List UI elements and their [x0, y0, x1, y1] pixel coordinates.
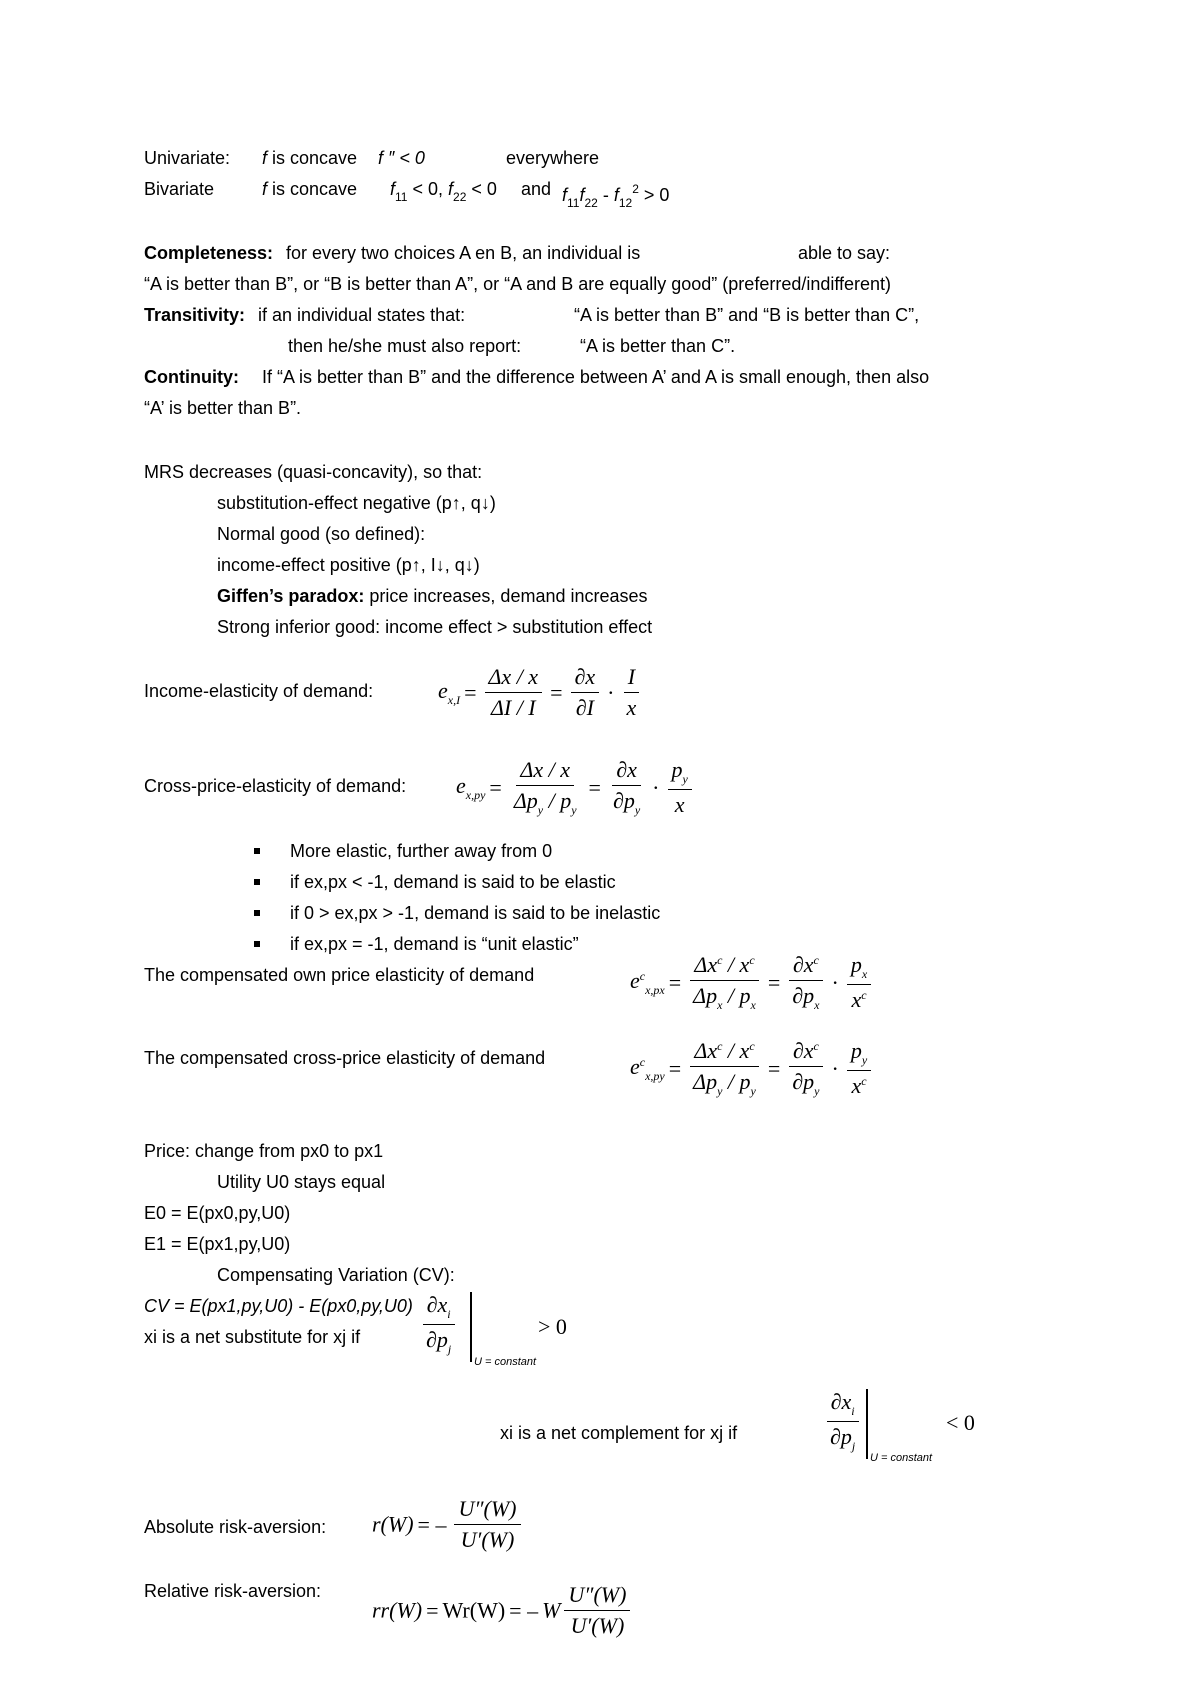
bivariate-concave: f is concave [262, 179, 358, 199]
mrs-heading: MRS decreases (quasi-concavity), so that: [144, 462, 483, 482]
bullet-marker [254, 941, 260, 947]
u-constant-label: U = constant [474, 1356, 537, 1368]
u-constant-label: U = constant [870, 1452, 933, 1464]
continuity-text: If “A is better than B” and the difference between A’ and A is small enough, then also [262, 367, 930, 387]
bivariate-condition-2: $f_{11}f_{22} - f_{12}^2 > 0$ [562, 182, 670, 210]
evaluation-bar [470, 1292, 472, 1362]
absolute-risk-formula: r(W) = – $\frac{U''(W)}{U'(W)}$ [372, 1496, 525, 1553]
giffen-text: price increases, demand increases [369, 586, 648, 606]
bullet-item: if ex,px < -1, demand is said to be elastic [290, 872, 616, 892]
transitivity-text: if an individual states that: [258, 305, 466, 325]
e0-formula: E0 = E(px0,py,U0) [144, 1203, 291, 1223]
relative-risk-label: Relative risk-aversion: [144, 1581, 322, 1601]
income-effect: income-effect positive (p↑, I↓, q↓) [217, 555, 480, 575]
univariate-concave: f is concave [262, 148, 358, 168]
e1-formula: E1 = E(px1,py,U0) [144, 1234, 291, 1254]
greater-than-zero: > 0 [538, 1314, 567, 1339]
univariate-label: Univariate: [144, 148, 231, 168]
transitivity-quote-2: “A is better than C”. [580, 336, 736, 356]
transitivity-label: Transitivity: [144, 305, 246, 325]
transitivity-then: then he/she must also report: [288, 336, 522, 356]
bullet-item: if 0 > ex,px > -1, demand is said to be inelastic [290, 903, 661, 923]
continuity-label: Continuity: [144, 367, 239, 387]
compensated-own-label: The compensated own price elasticity of demand [144, 965, 535, 985]
completeness-text: for every two choices A en B, an individual is [286, 243, 641, 263]
net-substitute-text: xi is a net substitute for xj if [144, 1327, 361, 1347]
cv-heading: Compensating Variation (CV): [217, 1265, 455, 1285]
completeness-line-2: “A is better than B”, or “B is better than A”, or “A and B are equally good” (preferred/indifferent) [144, 274, 892, 294]
relative-risk-formula: rr(W) = Wr(W) = – W $\frac{U''(W)}{U'(W)}$ [372, 1582, 634, 1639]
price-change: Price: change from px0 to px1 [144, 1141, 384, 1161]
continuity-line-2: “A’ is better than B”. [144, 398, 302, 418]
bullet-marker [254, 910, 260, 916]
bullet-marker [254, 879, 260, 885]
univariate-condition: f ″ < 0 [378, 148, 425, 168]
giffen-line [217, 585, 648, 607]
cross-price-elasticity-label: Cross-price-elasticity of demand: [144, 776, 407, 796]
strong-inferior: Strong inferior good: income effect > substitution effect [217, 617, 653, 637]
completeness-label: Completeness: [144, 243, 274, 263]
completeness-text-2: able to say: [798, 243, 891, 263]
utility-equal: Utility U0 stays equal [217, 1172, 386, 1192]
absolute-risk-label: Absolute risk-aversion: [144, 1517, 327, 1537]
cross-price-elasticity-formula: $e_{x,py}$ = $\frac{\Delta x / x}{\Delta p_y / p_y}$ = $\frac{\partial x}{\partial p_y}$ · $\frac{p_y}{x}$ [456, 757, 696, 818]
giffen-label: Giffen’s paradox: [217, 586, 365, 606]
transitivity-quote: “A is better than B” and “B is better than C”, [574, 305, 920, 325]
income-elasticity-formula: $e_{x,I}$ = $\frac{\Delta x / x}{\Delta I / I}$ = $\frac{\partial x}{\partial I}$ · $\frac{I}{x}$ [438, 664, 644, 721]
bivariate-and: and [521, 179, 552, 199]
substitution-effect: substitution-effect negative (p↑, q↓) [217, 493, 496, 513]
net-substitute-formula: $\frac{\partial x_i}{\partial p_j}$ [418, 1292, 459, 1357]
compensated-cross-label: The compensated cross-price elasticity of demand [144, 1048, 546, 1068]
bivariate-condition-1: $f_{11} < 0$, $f_{22} < 0$ [390, 179, 497, 204]
bullet-item: if ex,px = -1, demand is “unit elastic” [290, 934, 579, 954]
normal-good: Normal good (so defined): [217, 524, 426, 544]
less-than-zero: < 0 [946, 1410, 975, 1435]
bivariate-label: Bivariate [144, 179, 215, 199]
compensated-cross-formula: $e^c_{x,py}$ = $\frac{\Delta x^c / x^c}{\Delta p_y / p_y}$ = $\frac{\partial x^c}{\partial p_y}$ · $\frac{p_y}{x^c}$ [630, 1038, 875, 1099]
net-complement-formula: $\frac{\partial x_i}{\partial p_j}$ [822, 1389, 863, 1454]
net-complement-text: xi is a net complement for xj if [500, 1423, 738, 1443]
evaluation-bar [866, 1389, 868, 1459]
compensated-own-formula: $e^c_{x,px}$ = $\frac{\Delta x^c / x^c}{\Delta p_x / p_x}$ = $\frac{\partial x^c}{\partial p_x}$ · $\frac{p_x}{x^c}$ [630, 952, 875, 1013]
bullet-marker [254, 848, 260, 854]
bullet-item: More elastic, further away from 0 [290, 841, 553, 861]
cv-formula: CV = E(px1,py,U0) - E(px0,py,U0) [144, 1296, 413, 1316]
income-elasticity-label: Income-elasticity of demand: [144, 681, 374, 701]
univariate-where: everywhere [506, 148, 600, 168]
